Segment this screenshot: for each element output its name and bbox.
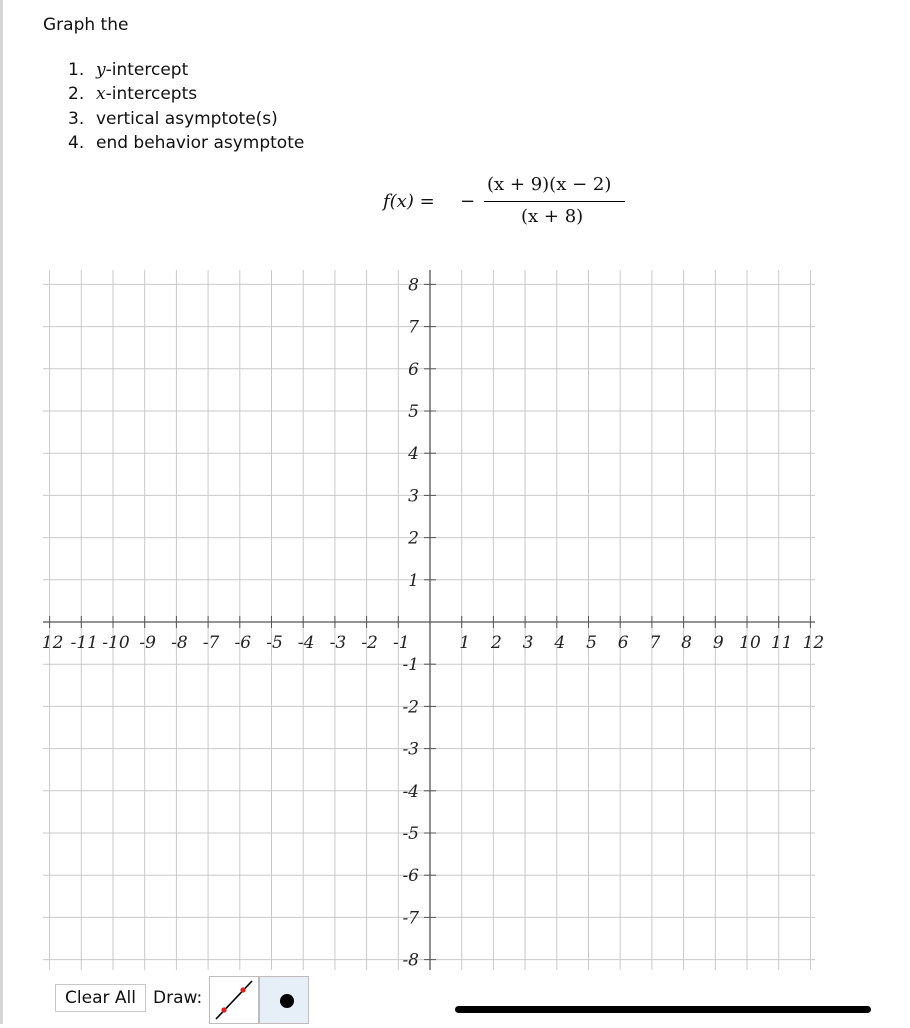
home-indicator (455, 1006, 871, 1013)
y-tick-label: 4 (408, 444, 419, 465)
x-tick-label: 9 (712, 633, 724, 653)
point-tool-button[interactable] (259, 976, 309, 1024)
x-tick-label: 4 (554, 633, 566, 653)
task-item: 4. end behavior asymptote (68, 132, 305, 153)
task-list (68, 58, 304, 155)
clear-all-button[interactable]: Clear All (55, 984, 146, 1012)
x-tick-label: 1 (459, 633, 471, 653)
formula-denominator: (x + 8) (521, 206, 584, 227)
fraction-bar (484, 201, 625, 202)
task-item: 2. x-intercepts (68, 84, 198, 105)
y-tick-label: -4 (402, 781, 419, 802)
y-tick-label: -3 (402, 739, 419, 760)
y-tick-label: 8 (408, 275, 419, 296)
x-tick-label: -3 (329, 633, 347, 653)
x-tick-label: 10 (739, 633, 761, 653)
y-tick-label: -8 (402, 950, 419, 970)
formula-sign: − (460, 191, 476, 212)
x-tick-label: 3 (522, 633, 534, 653)
y-tick-label: 2 (408, 528, 419, 549)
x-tick-label: 8 (681, 633, 693, 653)
x-tick-label: -9 (139, 633, 156, 653)
x-tick-label: 5 (586, 633, 597, 653)
y-tick-label: 1 (408, 570, 419, 591)
x-tick-label: 12 (41, 633, 64, 653)
x-tick-label: 7 (649, 633, 661, 653)
y-tick-label: -6 (402, 866, 419, 887)
x-tick-label: 6 (617, 633, 629, 653)
y-tick-label: -7 (402, 908, 419, 929)
instructions-intro: Graph the (43, 15, 129, 35)
x-tick-label: -7 (202, 633, 220, 653)
x-tick-label: -5 (266, 633, 283, 653)
y-tick-label: -1 (402, 655, 419, 676)
graph-canvas[interactable] (0, 270, 910, 970)
point-icon (260, 977, 308, 1023)
y-tick-label: -2 (402, 697, 419, 718)
x-tick-label: -8 (171, 633, 188, 653)
y-tick-label: 3 (408, 486, 419, 507)
y-tick-label: 5 (408, 402, 419, 422)
x-tick-label: 12 (802, 633, 825, 653)
formula-lhs: f(x) = (383, 191, 435, 212)
y-tick-label: 7 (408, 317, 419, 338)
formula-numerator: (x + 9)(x − 2) (487, 174, 612, 195)
x-tick-label: -1 (393, 633, 410, 653)
task-item: 1. y-intercept (68, 60, 189, 80)
x-tick-label: -4 (297, 633, 315, 653)
draw-label: Draw: (153, 988, 203, 1008)
line-segment-icon (210, 977, 258, 1023)
x-tick-label: -10 (102, 633, 130, 653)
x-tick-label: -11 (70, 633, 98, 653)
x-tick-label: -6 (234, 633, 252, 653)
math-variable: x (96, 84, 106, 105)
x-tick-label: 2 (490, 633, 502, 653)
x-tick-label: 11 (770, 633, 793, 653)
x-tick-label: -2 (361, 633, 378, 653)
y-tick-label: -5 (402, 824, 419, 844)
math-variable: y (96, 60, 106, 80)
line-tool-button[interactable] (209, 976, 259, 1024)
y-tick-label: 6 (408, 359, 419, 380)
task-item: 3. vertical asymptote(s) (68, 108, 278, 129)
